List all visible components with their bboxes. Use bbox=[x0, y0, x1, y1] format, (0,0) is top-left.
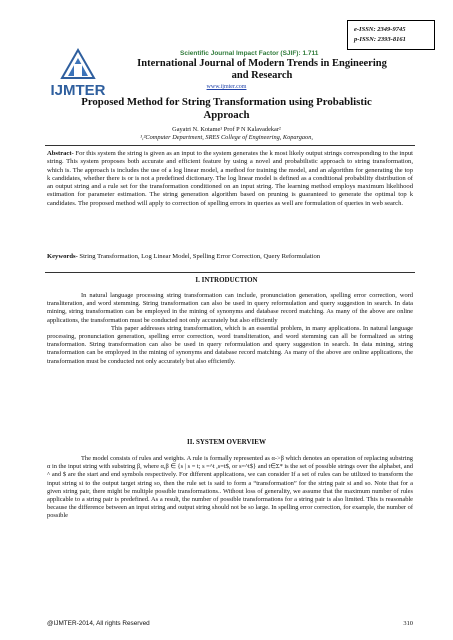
abstract bbox=[47, 150, 413, 208]
logo-text: IJMTER bbox=[50, 82, 106, 99]
system-overview-body bbox=[47, 455, 413, 521]
keywords-label: Keywords- bbox=[47, 253, 78, 260]
issn-print: p-ISSN: 2393-8161 bbox=[354, 36, 406, 43]
journal-name-line2: and Research bbox=[231, 70, 293, 81]
paper-title bbox=[60, 96, 393, 122]
issn-electronic: e-ISSN: 2349-9745 bbox=[354, 26, 406, 33]
section-heading-system-overview: II. SYSTEM OVERVIEW bbox=[187, 438, 266, 446]
system-overview-paragraph-1: The model consists of rules and weights. A rule is formally represented as α->β which denotes an operation of replacing substring α in the input string with substring β, where α,β ∈ {s | s = t; s =^t ,s=t$, or s=^t$} and t∈Σ* is the set of possible strings over the alphabet, and ^ and $ are the start and end symbols respectively. For different applications, we can consider If a set of rules can be utilized to transform the input string si to the output target string so, then the rule set is said to form a “transformation” for the string pair si and so. Note that for a given string pair, there might be multiple possible transformations.. Without loss of generality, we assume that the maximum number of rules applicable to a string pair is predefined. As a result, the number of possible transformations for a string pair is also limited. This is reasonable because the difference between an input string and output string should not be so large. In spelling error correction, for example, the number of possible bbox=[47, 455, 413, 520]
keywords-text: String Transformation, Log Linear Model, Spelling Error Correction, Query Reformulation bbox=[77, 253, 321, 260]
divider-bottom bbox=[45, 272, 415, 273]
abstract-text: For this system the string is given as an input to the system generates the k most likely output strings corresponding to the input string. This system proposes both accurate and efficient feature by using a novel and probabilistic approach to string transformation, which is. The approach is includes the use of a log linear model, a method for training the model, and an algorithm for generating the top k candidates, whether there is or is not a predefined dictionary. The log linear model is defined as a conditional probability distribution of an output string and a rule set for the transformation conditioned on an input string. The learning method employs maximum likelihood estimation for parameter estimation. The string generation algorithm based on pruning is guaranteed to generate the optimal top k candidates. The proposed method will apply to correction of spelling errors in queries as well are formulation of queries in web search. bbox=[47, 150, 413, 207]
section-heading-introduction: I. INTRODUCTION bbox=[195, 276, 258, 284]
paper-title-line2: Approach bbox=[203, 109, 250, 121]
footer-page-number: 310 bbox=[403, 620, 413, 627]
impact-factor: Scientific Journal Impact Factor (SJIF): 1.711 bbox=[180, 50, 319, 57]
introduction-body bbox=[47, 292, 413, 366]
paper-title-line1: Proposed Method for String Transformation using Probablistic bbox=[81, 96, 372, 108]
journal-logo bbox=[40, 48, 116, 100]
introduction-paragraph-1: In natural language processing string transformation can include, pronunciation generation, spelling error correction, word transliteration, and word stemming. String transformation can also be used in query reformulation and query suggestion in search. In data mining, string transformation can be employed in the mining of synonyms and database record matching. As many of the above are online applications, the transformation must be conducted not only accurately but also efficiently bbox=[47, 292, 413, 324]
journal-name bbox=[112, 58, 412, 82]
paper-authors: Gayatri N. Kotame¹ Prof P N Kalavadekar² bbox=[172, 126, 281, 133]
paper-affiliation: ¹,²Computer Department, SRES College of Engineering, Kopargaon, bbox=[140, 134, 313, 141]
journal-name-line1: International Journal of Modern Trends in Engineering bbox=[137, 58, 387, 69]
keywords bbox=[47, 253, 413, 261]
issn-box bbox=[347, 20, 435, 50]
abstract-label: Abstract- bbox=[47, 150, 74, 157]
footer-copyright: @IJMTER-2014, All rights Reserved bbox=[47, 620, 150, 627]
journal-website-link[interactable]: www.ijmter.com bbox=[206, 84, 247, 90]
logo-graphic bbox=[40, 48, 116, 100]
introduction-paragraph-2: This paper addresses string transformation, which is an essential problem, in many applications. In natural language processing, pronunciation generation, spelling error correction, word transliteration, and word stemming can all be formalized as string transformation. String transformation can also be used in query reformulation and query suggestion in search. In data mining, string transformation can be employed in the mining of synonyms and database record matching. As many of the above are online applications, the transformation must be conducted not only accurately but also efficiently. bbox=[47, 324, 413, 365]
divider-top bbox=[45, 145, 415, 146]
